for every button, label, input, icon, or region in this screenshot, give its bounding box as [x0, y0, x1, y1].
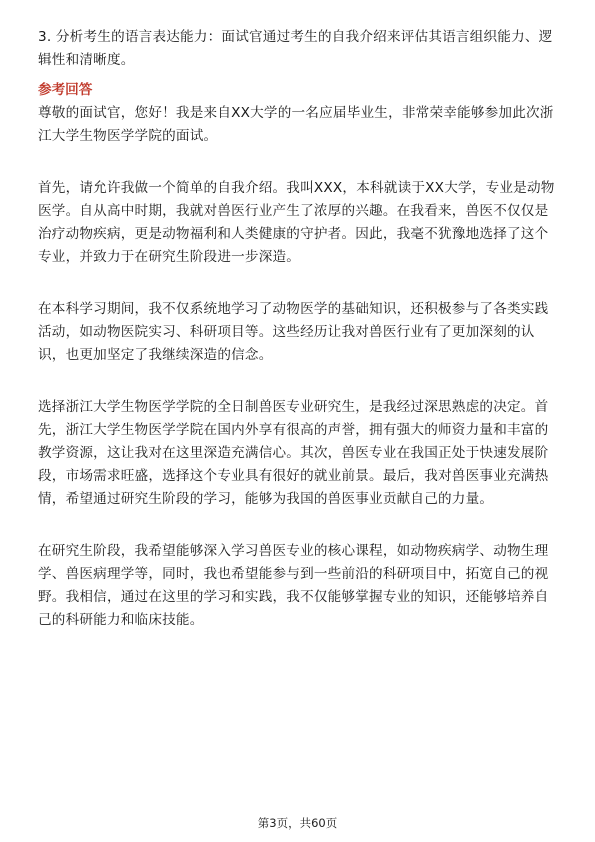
paragraph-greeting: 尊敬的面试官，您好！我是来自XX大学的一名应届毕业生，非常荣幸能够参加此次浙江大学生物医学学院的面试。 — [38, 105, 554, 144]
paragraph-intro: 首先，请允许我做一个简单的自我介绍。我叫XXX，本科就读于XX大学，专业是动物医学。自从高中时期，我就对兽医行业产生了浓厚的兴趣。在我看来，兽医不仅仅是治疗动物疾病，更是动物福利和人类健康的守护者。因此，我毫不犹豫地选择了这个专业，并致力于在研究生阶段进一步深造。 — [38, 180, 555, 265]
page-number: 第3页，共60页 — [257, 816, 338, 830]
paragraph-undergrad: 在本科学习期间，我不仅系统地学习了动物医学的基础知识，还积极参与了各类实践活动，如动物医院实习、科研项目等。这些经历让我对兽医行业有了更加深刻的认识，也更加坚定了我继续深造的信念。 — [38, 301, 549, 363]
question-text: 3. 分析考生的语言表达能力：面试官通过考生的自我介绍来评估其语言组织能力、逻辑性和清晰度。 — [38, 29, 553, 68]
answer-heading: 参考回答 — [38, 82, 93, 98]
document-body — [38, 26, 562, 632]
paragraph-plan: 在研究生阶段，我希望能够深入学习兽医专业的核心课程，如动物疾病学、动物生理学、兽医病理学等，同时，我也希望能参与到一些前沿的科研项目中，拓宽自己的视野。我相信，通过在这里的学习和实践，我不仅能够掌握专业的知识，还能够培养自己的科研能力和临床技能。 — [38, 543, 549, 628]
paragraph-choice: 选择浙江大学生物医学学院的全日制兽医专业研究生，是我经过深思熟虑的决定。首先，浙江大学生物医学学院在国内外享有很高的声誉，拥有强大的师资力量和丰富的教学资源，这让我对在这里深造充满信心。其次，兽医专业在我国正处于快速发展阶段，市场需求旺盛，选择这个专业具有很好的就业前景。最后，我对兽医事业充满热情，希望通过研究生阶段的学习，能够为我国的兽医事业贡献自己的力量。 — [38, 399, 549, 507]
